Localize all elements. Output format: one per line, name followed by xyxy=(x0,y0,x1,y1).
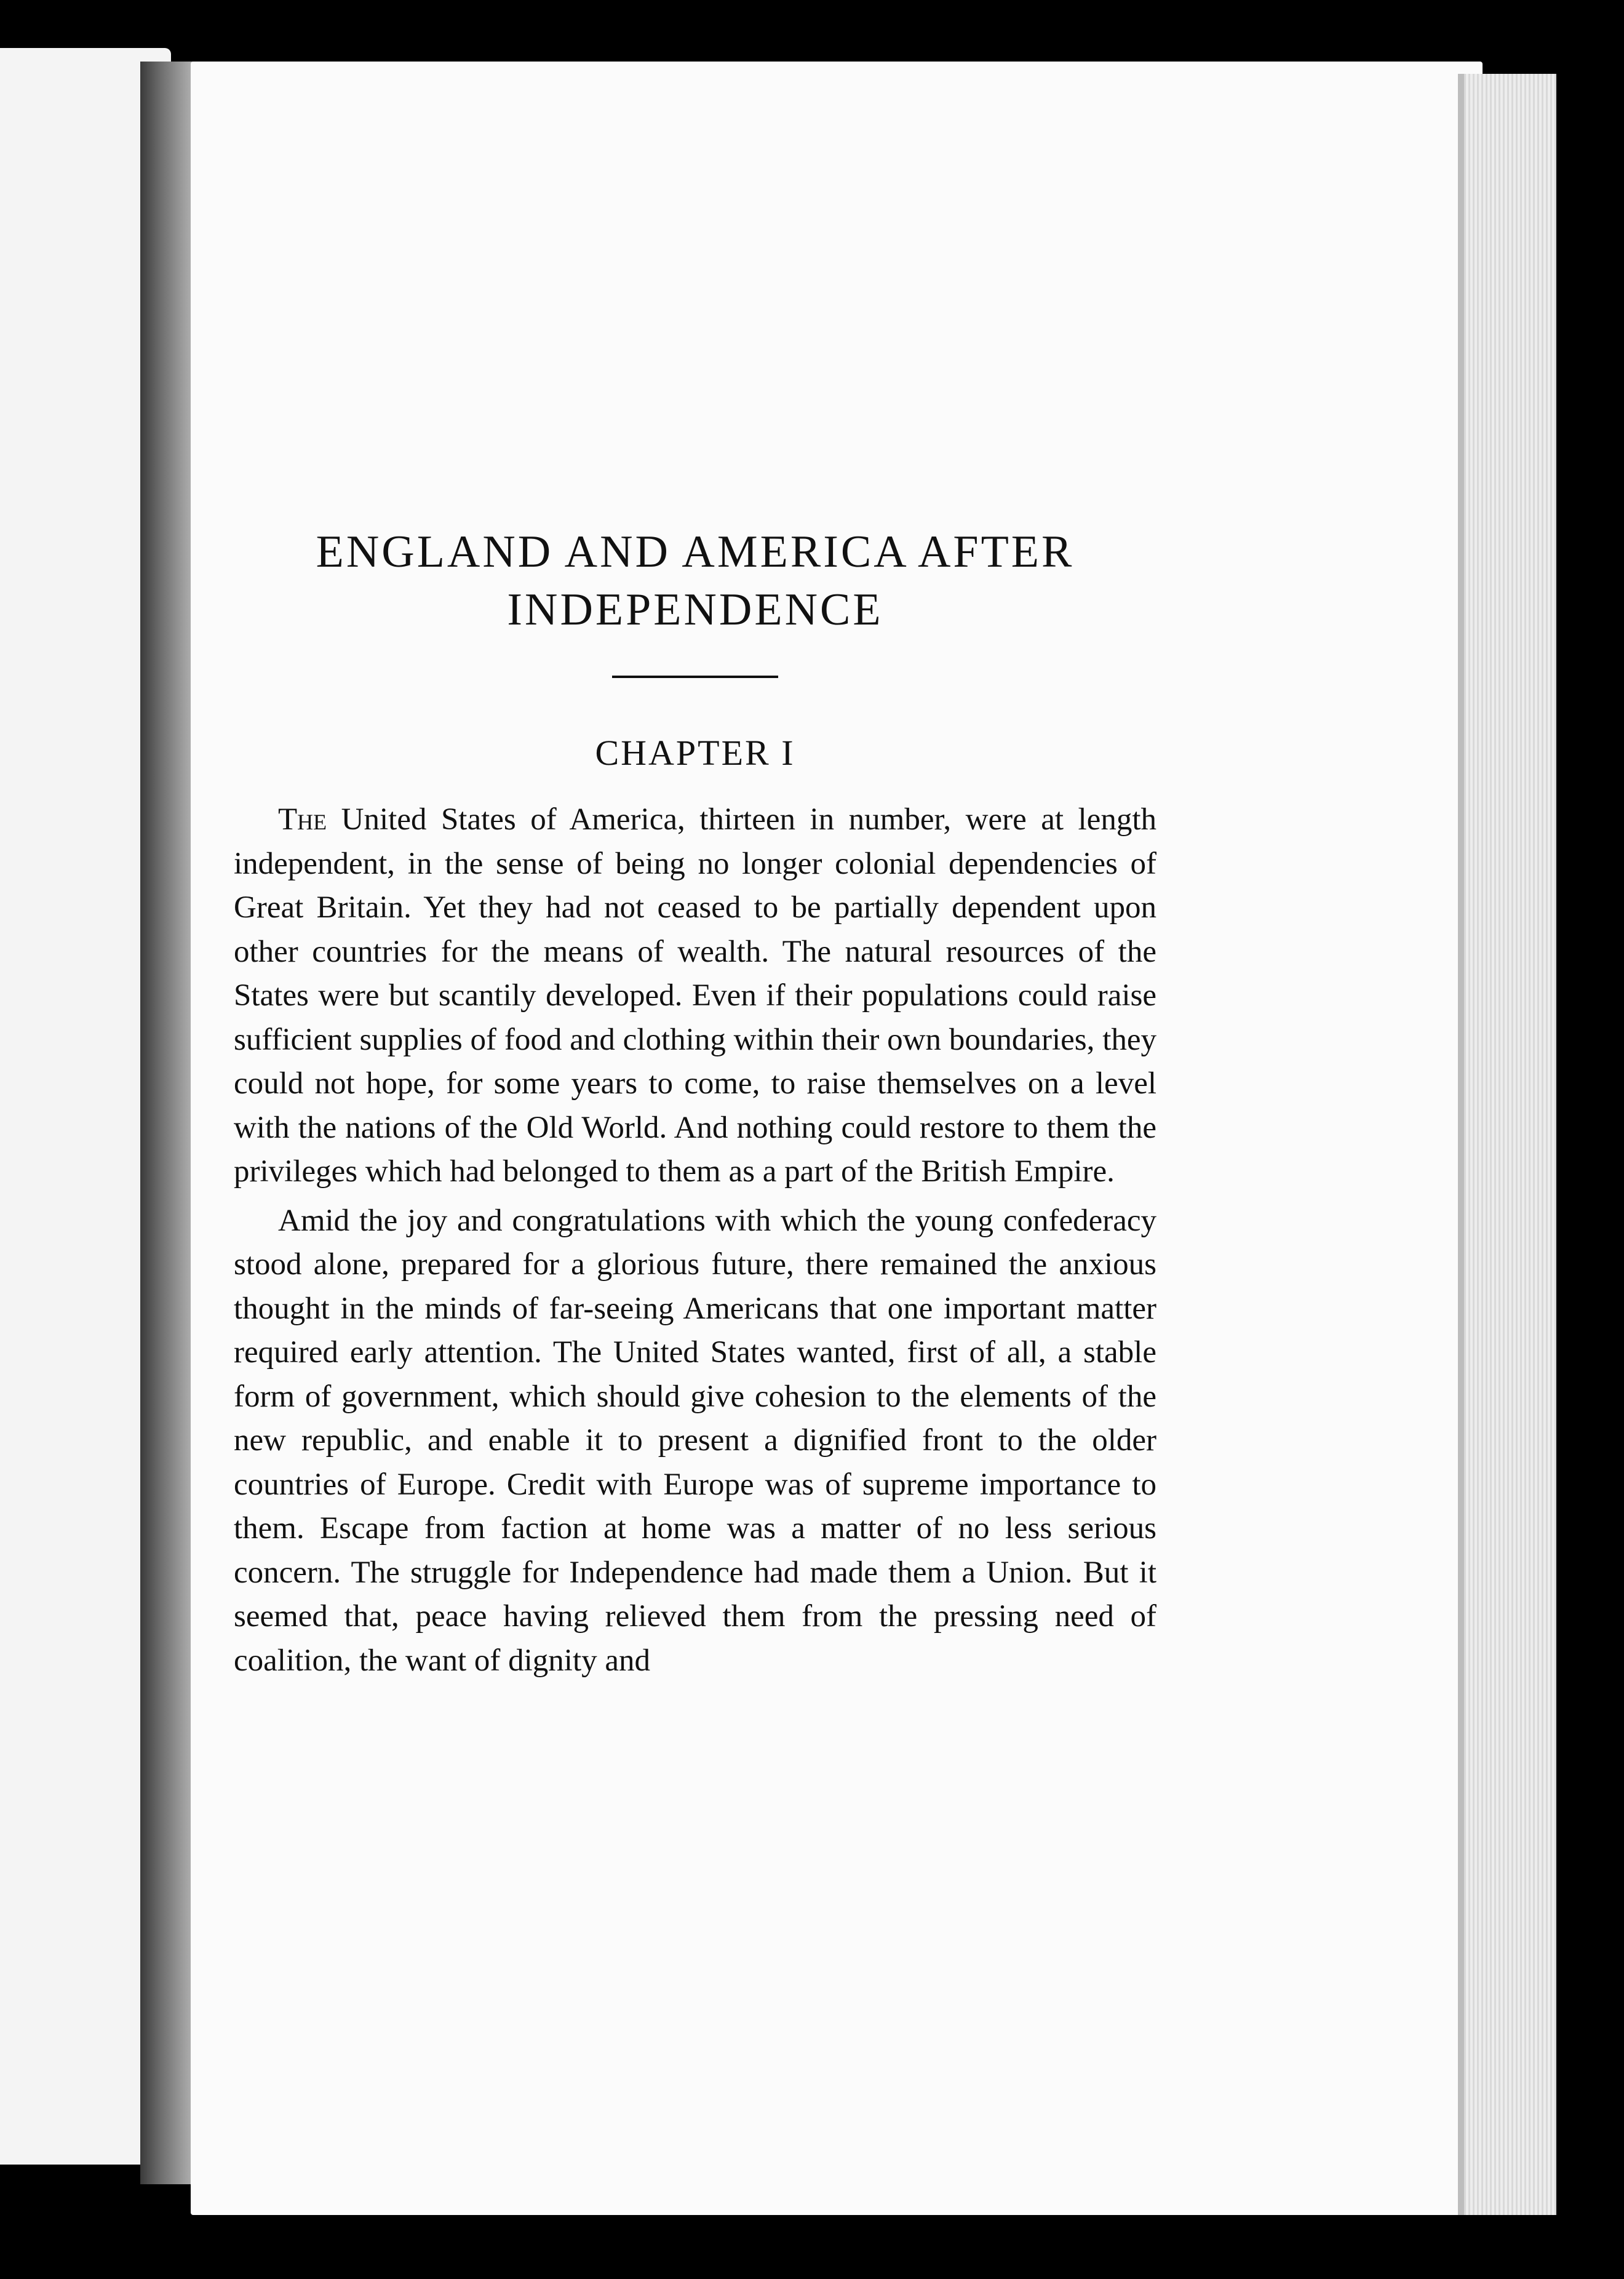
paragraph-1-text: United States of America, thirteen in number, were at length independent, in the sense of being no longer colonial dependencies of Great Britain. Yet they had not ceased to be partially dependent upon other countries for the means of wealth. The natural resources of the States were but scantily developed. Even if their populations could raise sufficient supplies of food and clothing within their own boundaries, they could not hope, for some years to come, to raise themselves on a level with the nations of the Old World. And nothing could restore to them the privileges which had belonged to them as a part of the British Empire. xyxy=(234,802,1156,1189)
page-text-block xyxy=(234,523,1156,1683)
title-rule-divider xyxy=(612,676,778,678)
paragraph-1 xyxy=(234,798,1156,1194)
book-title: ENGLAND AND AMERICA AFTER INDEPENDENCE xyxy=(316,527,1075,635)
paragraph-1-lead-word: The xyxy=(278,802,327,837)
paragraph-2: Amid the joy and congratulations with which the young confederacy stood alone, prepared for a glorious future, there remained the anxious thought in the minds of far-seeing Americans that one important matter required early attention. The United States wanted, first of all, a stable form of government, which should give cohesion to the elements of the new republic, and enable it to present a dignified front to the older countries of Europe. Credit with Europe was of supreme importance to them. Escape from faction at home was a matter of no less serious concern. The struggle for Independence had made them a Union. But it seemed that, peace having relieved them from the pressing need of coalition, the want of dignity and xyxy=(234,1203,1156,1678)
book-fore-edge xyxy=(1464,74,1556,2215)
chapter-heading: CHAPTER I xyxy=(595,733,795,773)
